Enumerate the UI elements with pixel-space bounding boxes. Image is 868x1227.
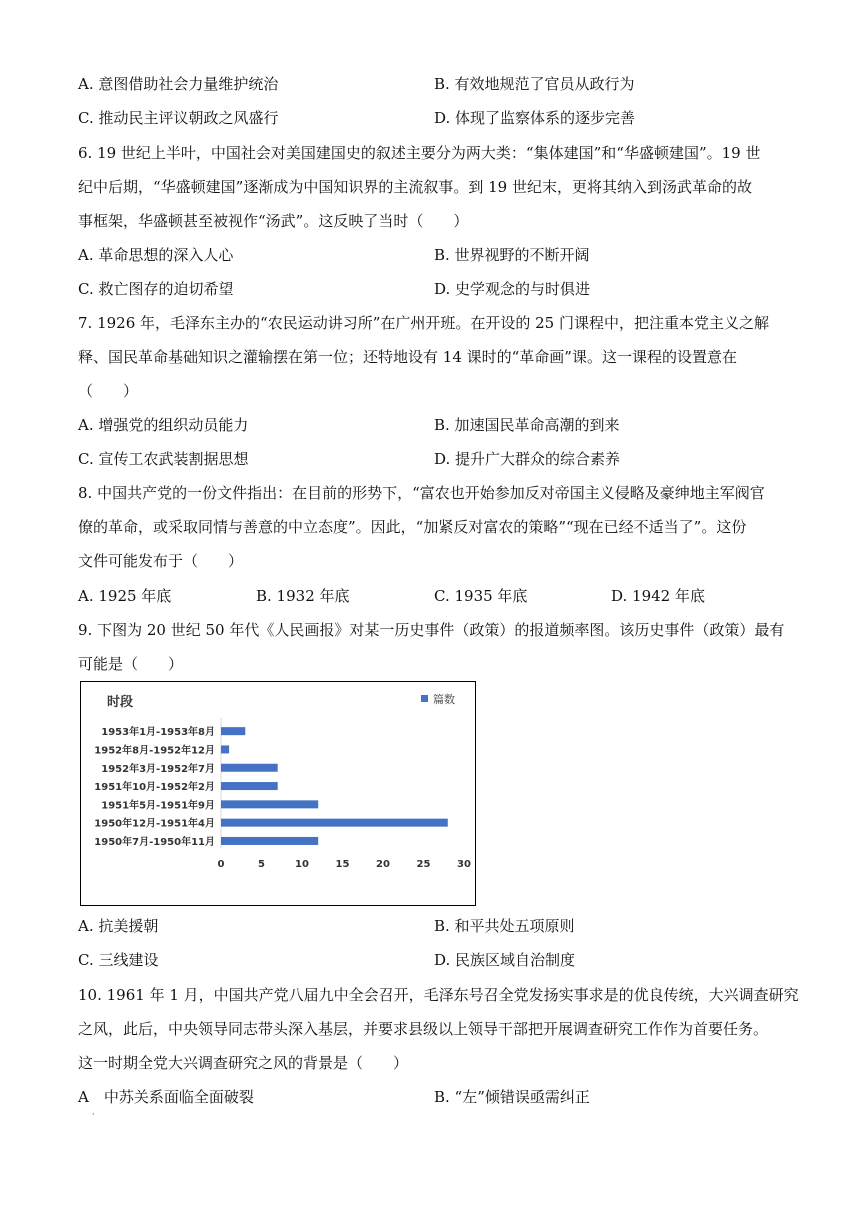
bar: [221, 727, 245, 735]
q10-option-a: A 中苏关系面临全面破裂: [78, 1088, 254, 1106]
chart-canvas: [81, 682, 475, 905]
q7-stem-line: 释、国民革命基础知识之灌输摆在第一位；还特地设有 14 课时的“革命画”课。这一课程的设置意在: [78, 348, 737, 366]
q9-option-b: B. 和平共处五项原则: [434, 917, 575, 935]
q8-option-d: D. 1942 年底: [611, 587, 705, 605]
category-label: 1950年12月-1951年4月: [94, 818, 215, 830]
q7-option-d: D. 提升广大群众的综合素养: [434, 450, 621, 468]
q8-option-c: C. 1935 年底: [434, 587, 528, 605]
q5-option-b: B. 有效地规范了官员从政行为: [434, 75, 635, 93]
q7-option-b: B. 加速国民革命高潮的到来: [434, 416, 620, 434]
chart-title: 时段: [107, 695, 134, 710]
q10-stem-line: 10. 1961 年 1 月，中国共产党八届九中全会召开，毛泽东号召全党发扬实事求是的优良传统，大兴调查研究: [78, 986, 799, 1004]
x-tick-label: 30: [457, 859, 471, 870]
bar: [221, 837, 318, 845]
q6-option-c: C. 救亡图存的迫切希望: [78, 280, 234, 298]
q6-option-b: B. 世界视野的不断开阔: [434, 246, 590, 264]
category-label: 1952年3月-1952年7月: [101, 763, 215, 775]
q9-option-c: C. 三线建设: [78, 951, 159, 969]
q6-option-d: D. 史学观念的与时俱进: [434, 280, 591, 298]
category-label: 1951年10月-1952年2月: [94, 782, 215, 794]
q7-stem-line: （ ）: [78, 382, 139, 400]
q6-stem-line: 6. 19 世纪上半叶，中国社会对美国建国史的叙述主要分为两大类：“集体建国”和“华盛顿建国”。19 世: [78, 144, 761, 162]
x-tick-label: 20: [376, 859, 390, 870]
q8-option-b: B. 1932 年底: [256, 587, 350, 605]
x-tick-label: 15: [335, 859, 350, 870]
category-label: 1950年7月-1950年11月: [94, 836, 215, 848]
q9-stem-line: 9. 下图为 20 世纪 50 年代《人民画报》对某一历史事件（政策）的报道频率图。该历史事件（政策）最有: [78, 621, 785, 639]
x-tick-label: 5: [258, 859, 265, 870]
q9-option-a: A. 抗美援朝: [78, 917, 159, 935]
legend-swatch: [421, 695, 428, 702]
q7-option-a: A. 增强党的组织动员能力: [78, 416, 249, 434]
q10-stem-line: 之风，此后，中央领导同志带头深入基层，并要求县级以上领导干部把开展调查研究工作作为首要任务。: [78, 1020, 769, 1038]
q8-stem-line: 文件可能发布于（ ）: [78, 552, 244, 570]
q5-option-c: C. 推动民主评议朝政之风盛行: [78, 109, 279, 127]
q10-stem-line: 这一时期全党大兴调查研究之风的背景是（ ）: [78, 1054, 409, 1072]
q9-stem-line: 可能是（ ）: [78, 655, 184, 673]
q7-option-c: C. 宣传工农武装割据思想: [78, 450, 249, 468]
bar: [221, 800, 318, 808]
q8-stem-line: 8. 中国共产党的一份文件指出：在目前的形势下，“富农也开始参加反对帝国主义侵略及豪绅地主军阀官: [78, 484, 765, 502]
x-tick-label: 0: [217, 859, 225, 870]
category-label: 1951年5月-1951年9月: [101, 800, 215, 812]
category-label: 1953年1月-1953年8月: [101, 727, 215, 739]
x-tick-label: 10: [295, 859, 309, 870]
q5-option-d: D. 体现了监察体系的逐步完善: [434, 109, 636, 127]
category-label: 1952年8月-1952年12月: [94, 745, 215, 757]
q6-stem-line: 纪中后期，“华盛顿建国”逐渐成为中国知识界的主流叙事。到 19 世纪末，更将其纳入到汤武革命的故: [78, 178, 752, 196]
q7-stem-line: 7. 1926 年，毛泽东主办的“农民运动讲习所”在广州开班。在开设的 25 门课程中，把注重本党主义之解: [78, 314, 769, 332]
q6-stem-line: 事框架，华盛顿甚至被视作“汤武”。这反映了当时（ ）: [78, 212, 469, 230]
q8-stem-line: 僚的革命，或采取同情与善意的中立态度”。因此，“加紧反对富农的策略”“现在已经不适当了”。这份: [78, 518, 747, 536]
q6-option-a: A. 革命思想的深入人心: [78, 246, 234, 264]
stray-mark: ·: [92, 1110, 95, 1119]
bar: [221, 819, 448, 827]
x-tick-label: 25: [416, 859, 431, 870]
q9-option-d: D. 民族区域自治制度: [434, 951, 576, 969]
bar: [221, 764, 278, 772]
q8-option-a: A. 1925 年底: [78, 587, 172, 605]
bar: [221, 745, 229, 753]
report-frequency-chart: [80, 681, 476, 906]
q10-option-b: B. “左”倾错误亟需纠正: [434, 1088, 590, 1106]
q5-option-a: A. 意图借助社会力量维护统治: [78, 75, 279, 93]
legend-label: 篇数: [433, 693, 455, 706]
bar: [221, 782, 278, 790]
